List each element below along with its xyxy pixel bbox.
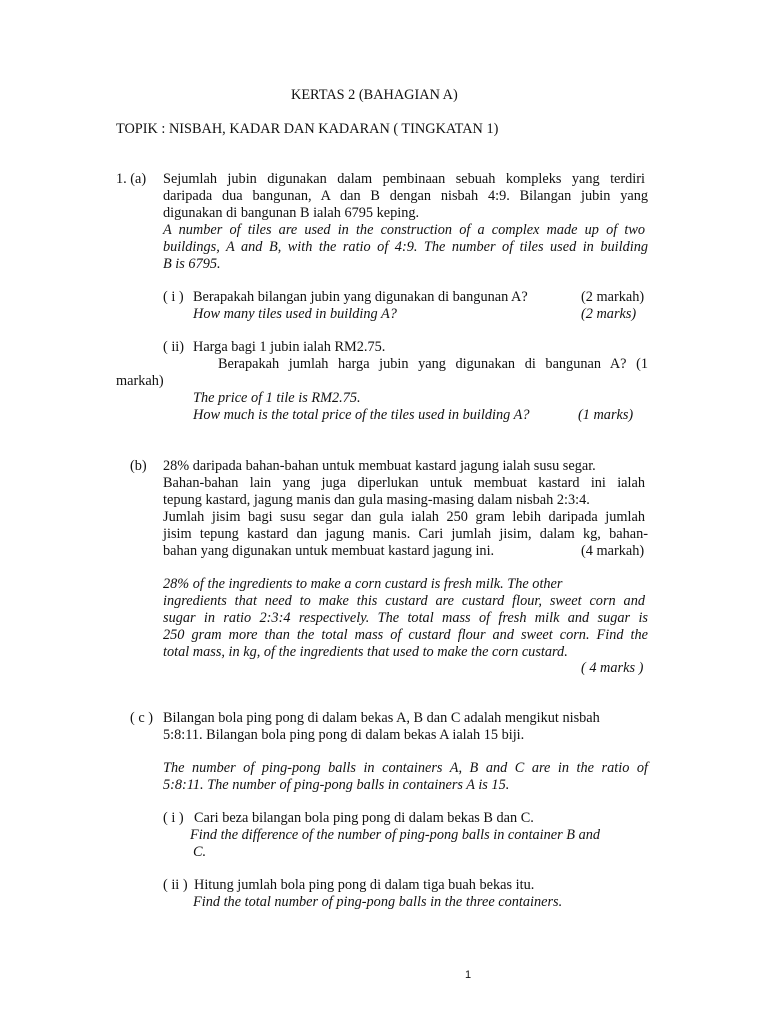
subquestion-text: Berapakah jumlah harga jubin yang digunakan di bangunan A? (1	[218, 356, 648, 372]
subquestion-label: ( ii)	[163, 339, 185, 355]
question-1b-en-line: 250 gram more than the total mass of custard flour and sweet corn. Find the	[163, 627, 648, 643]
subquestion-text: How much is the total price of the tiles used in building A?	[193, 407, 530, 423]
topic-heading: TOPIK : NISBAH, KADAR DAN KADARAN ( TINGKATAN 1)	[116, 121, 499, 137]
subquestion-text: How many tiles used in building A?	[193, 306, 397, 322]
question-1a-en-line: B is 6795.	[163, 256, 221, 272]
marks-label: markah)	[116, 373, 164, 389]
question-1b-en-line: total mass, in kg, of the ingredients that used to make the corn custard.	[163, 644, 568, 660]
question-1a-en-line: A number of tiles are used in the construction of a complex made up of two	[163, 222, 645, 238]
subquestion-text: The price of 1 tile is RM2.75.	[193, 390, 361, 406]
question-1c-en-line: 5:8:11. The number of ping-pong balls in containers A is 15.	[163, 777, 510, 793]
question-1b-label: (b)	[130, 458, 147, 474]
marks-label: (4 markah)	[581, 543, 645, 559]
subquestion-text: C.	[193, 844, 207, 860]
question-1b-en-line: 28% of the ingredients to make a corn custard is fresh milk. The other	[163, 576, 563, 592]
subquestion-label: ( i )	[163, 289, 184, 305]
question-1c-label: ( c )	[130, 710, 154, 726]
marks-label: ( 4 marks )	[581, 660, 644, 676]
subquestion-text: Hitung jumlah bola ping pong di dalam tiga buah bekas itu.	[194, 877, 535, 893]
question-1b-ms-line: bahan yang digunakan untuk membuat kastard jagung ini.	[163, 543, 495, 559]
question-1c-en-line: The number of ping-pong balls in containers A, B and C are in the ratio of	[163, 760, 648, 776]
question-1a-ms-line: Sejumlah jubin digunakan dalam pembinaan sebuah kompleks yang terdiri	[163, 171, 645, 187]
question-1a-ms-line: daripada dua bangunan, A dan B dengan nisbah 4:9. Bilangan jubin yang	[163, 188, 648, 204]
subquestion-text: Find the difference of the number of ping-pong balls in container B and	[190, 827, 601, 843]
question-1a-label: 1. (a)	[116, 171, 147, 187]
page-title: KERTAS 2 (BAHAGIAN A)	[291, 87, 458, 103]
question-1b-ms-line: Bahan-bahan lain yang juga diperlukan untuk membuat kastard ini ialah	[163, 475, 645, 491]
marks-label: (2 marks)	[581, 306, 637, 322]
question-1c-ms-line: Bilangan bola ping pong di dalam bekas A, B dan C adalah mengikut nisbah	[163, 710, 600, 726]
subquestion-text: Harga bagi 1 jubin ialah RM2.75.	[193, 339, 386, 355]
question-1c-ms-line: 5:8:11. Bilangan bola ping pong di dalam bekas A ialah 15 biji.	[163, 727, 525, 743]
subquestion-text: Cari beza bilangan bola ping pong di dalam bekas B dan C.	[194, 810, 534, 826]
question-1a-en-line: buildings, A and B, with the ratio of 4:9. The number of tiles used in building	[163, 239, 648, 255]
question-1b-en-line: sugar in ratio 2:3:4 respectively. The total mass of fresh milk and sugar is	[163, 610, 648, 626]
marks-label: (1 marks)	[578, 407, 634, 423]
question-1b-ms-line: jisim tepung kastard dan jagung manis. Cari jumlah jisim, dalam kg, bahan-	[163, 526, 648, 542]
subquestion-label: ( i )	[163, 810, 184, 826]
subquestion-label: ( ii )	[163, 877, 188, 893]
question-1b-ms-line: Jumlah jisim bagi susu segar dan gula ialah 250 gram lebih daripada jumlah	[163, 509, 645, 525]
question-1b-ms-line: 28% daripada bahan-bahan untuk membuat kastard jagung ialah susu segar.	[163, 458, 596, 474]
subquestion-text: Find the total number of ping-pong balls in the three containers.	[193, 894, 563, 910]
question-1b-ms-line: tepung kastard, jagung manis dan gula masing-masing dalam nisbah 2:3:4.	[163, 492, 590, 508]
marks-label: (2 markah)	[581, 289, 645, 305]
question-1b-en-line: ingredients that need to make this custard are custard flour, sweet corn and	[163, 593, 645, 609]
page-number: 1	[465, 969, 472, 981]
question-1a-ms-line: digunakan di bangunan B ialah 6795 keping.	[163, 205, 420, 221]
subquestion-text: Berapakah bilangan jubin yang digunakan di bangunan A?	[193, 289, 528, 305]
